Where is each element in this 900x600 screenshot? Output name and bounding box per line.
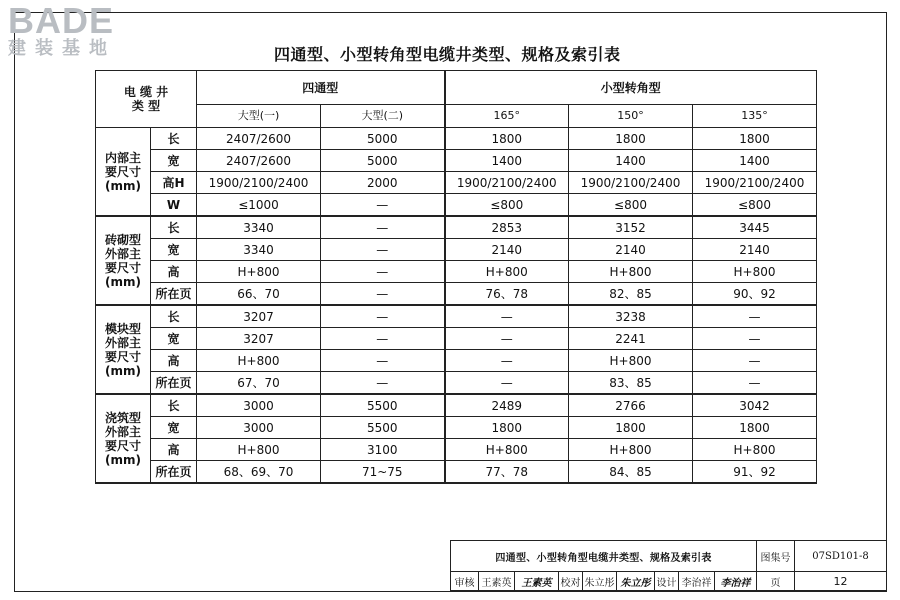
table-cell: H+800 — [445, 439, 569, 461]
table-cell: 1800 — [445, 417, 569, 439]
table-cell: — — [693, 350, 817, 372]
table-cell: — — [321, 372, 445, 395]
table-cell: — — [321, 283, 445, 306]
table-cell: 1800 — [445, 128, 569, 150]
title-block-title: 四通型、小型转角型电缆井类型、规格及索引表 — [451, 541, 757, 572]
table-cell: 5500 — [321, 417, 445, 439]
group-label: 模块型外部主要尺寸(mm) — [96, 305, 151, 394]
atlas-label: 图集号 — [757, 541, 795, 572]
table-cell: — — [445, 328, 569, 350]
review-signature: 王素英 — [515, 572, 559, 591]
row-label: 宽 — [151, 150, 197, 172]
table-cell: 3000 — [197, 417, 321, 439]
table-row — [96, 461, 817, 484]
table-cell: 1900/2100/2400 — [445, 172, 569, 194]
group-header-four-way: 四通型 — [197, 71, 445, 105]
table-row — [96, 350, 817, 372]
table-cell: 91、92 — [693, 461, 817, 484]
table-cell: — — [693, 328, 817, 350]
table-cell: H+800 — [569, 439, 693, 461]
table-row — [96, 150, 817, 172]
design-label: 设计 — [655, 572, 679, 591]
corner-header — [96, 71, 197, 128]
table-row — [96, 394, 817, 417]
page-number: 12 — [795, 572, 887, 591]
logo-word: BADE — [8, 0, 115, 41]
check-label: 校对 — [559, 572, 583, 591]
table-cell: 66、70 — [197, 283, 321, 306]
table-cell: H+800 — [445, 261, 569, 283]
row-label: 长 — [151, 128, 197, 150]
table-cell: 3152 — [569, 216, 693, 239]
table-cell: 1900/2100/2400 — [197, 172, 321, 194]
table-cell: 3207 — [197, 305, 321, 328]
table-row — [96, 194, 817, 217]
table-cell: — — [445, 372, 569, 395]
row-label: 高H — [151, 172, 197, 194]
row-label: 宽 — [151, 417, 197, 439]
table-cell: — — [321, 328, 445, 350]
review-label: 审核 — [451, 572, 479, 591]
table-row — [96, 283, 817, 306]
table-row — [96, 439, 817, 461]
row-label: W — [151, 194, 197, 217]
table-cell: 3445 — [693, 216, 817, 239]
table-row — [96, 261, 817, 283]
table-cell: 2489 — [445, 394, 569, 417]
subcol-header: 150° — [569, 105, 693, 128]
group-header-corner: 小型转角型 — [445, 71, 817, 105]
table-cell: 3000 — [197, 394, 321, 417]
table-cell: ≤800 — [569, 194, 693, 217]
table-cell: 82、85 — [569, 283, 693, 306]
table-row — [96, 372, 817, 395]
table-cell: — — [321, 216, 445, 239]
table-cell: 3207 — [197, 328, 321, 350]
table-row — [96, 417, 817, 439]
table-cell: 2140 — [445, 239, 569, 261]
row-label: 宽 — [151, 328, 197, 350]
subcol-header: 大型(一) — [197, 105, 321, 128]
table-cell: 3042 — [693, 394, 817, 417]
table-cell: — — [321, 350, 445, 372]
table-cell: H+800 — [197, 261, 321, 283]
table-cell: — — [693, 305, 817, 328]
table-cell: 1400 — [569, 150, 693, 172]
table-cell: 5500 — [321, 394, 445, 417]
table-cell: 68、69、70 — [197, 461, 321, 484]
row-label: 所在页 — [151, 461, 197, 484]
table-cell: 1800 — [693, 417, 817, 439]
title-block — [450, 540, 887, 591]
table-cell: H+800 — [569, 261, 693, 283]
row-label: 长 — [151, 216, 197, 239]
row-label: 高 — [151, 261, 197, 283]
table-cell: 1400 — [445, 150, 569, 172]
table-cell: 1900/2100/2400 — [569, 172, 693, 194]
table-cell: 2407/2600 — [197, 128, 321, 150]
table-row — [96, 172, 817, 194]
table-cell: 1400 — [693, 150, 817, 172]
subcol-header: 大型(二) — [321, 105, 445, 128]
watermark-logo — [8, 0, 116, 60]
corner-header-bottom: 类 型 — [131, 99, 161, 113]
table-cell: 1800 — [569, 128, 693, 150]
page-label: 页 — [757, 572, 795, 591]
table-cell: — — [321, 305, 445, 328]
table-cell: 71~75 — [321, 461, 445, 484]
table-cell: — — [321, 194, 445, 217]
atlas-number: 07SD101-8 — [795, 541, 887, 572]
table-row — [96, 328, 817, 350]
table-row — [96, 216, 817, 239]
row-label: 所在页 — [151, 372, 197, 395]
table-row — [96, 128, 817, 150]
design-signature: 李治祥 — [715, 572, 757, 591]
table-cell: 1800 — [569, 417, 693, 439]
table-cell: 2853 — [445, 216, 569, 239]
row-label: 所在页 — [151, 283, 197, 306]
table-cell: ≤800 — [693, 194, 817, 217]
table-cell: — — [445, 350, 569, 372]
row-label: 长 — [151, 305, 197, 328]
row-label: 高 — [151, 350, 197, 372]
table-cell: 2140 — [569, 239, 693, 261]
table-cell: 2000 — [321, 172, 445, 194]
check-name: 朱立彤 — [583, 572, 617, 591]
table-cell: — — [321, 239, 445, 261]
table-cell: 3100 — [321, 439, 445, 461]
row-label: 高 — [151, 439, 197, 461]
table-cell: H+800 — [197, 350, 321, 372]
row-label: 宽 — [151, 239, 197, 261]
table-cell: 77、78 — [445, 461, 569, 484]
table-row — [96, 305, 817, 328]
table-cell: 1800 — [693, 128, 817, 150]
row-label: 长 — [151, 394, 197, 417]
table-cell: 5000 — [321, 150, 445, 172]
table-cell: 76、78 — [445, 283, 569, 306]
document-title: 四通型、小型转角型电缆井类型、规格及索引表 — [274, 45, 621, 64]
table-cell: 5000 — [321, 128, 445, 150]
table-cell: 2407/2600 — [197, 150, 321, 172]
table-cell: 2241 — [569, 328, 693, 350]
table-cell: 67、70 — [197, 372, 321, 395]
table-cell: — — [693, 372, 817, 395]
table-cell: 3340 — [197, 239, 321, 261]
table-cell: ≤800 — [445, 194, 569, 217]
subcol-header: 165° — [445, 105, 569, 128]
table-cell: 90、92 — [693, 283, 817, 306]
table-cell: 84、85 — [569, 461, 693, 484]
table-cell: — — [445, 305, 569, 328]
table-row — [96, 239, 817, 261]
check-signature: 朱立彤 — [617, 572, 655, 591]
group-label: 砖砌型外部主要尺寸(mm) — [96, 216, 151, 305]
review-name: 王素英 — [479, 572, 515, 591]
table-cell: 3238 — [569, 305, 693, 328]
table-cell: ≤1000 — [197, 194, 321, 217]
group-label: 浇筑型外部主要尺寸(mm) — [96, 394, 151, 483]
table-cell: H+800 — [197, 439, 321, 461]
corner-header-top: 电 缆 井 — [123, 85, 169, 99]
table-cell: — — [321, 261, 445, 283]
group-label: 内部主要尺寸(mm) — [96, 128, 151, 217]
table-cell: H+800 — [693, 439, 817, 461]
subcol-header: 135° — [693, 105, 817, 128]
table-cell: 3340 — [197, 216, 321, 239]
logo-subtitle: 建装基地 — [8, 38, 116, 59]
table-cell: H+800 — [693, 261, 817, 283]
table-cell: 83、85 — [569, 372, 693, 395]
design-name: 李治祥 — [679, 572, 715, 591]
table-cell: 1900/2100/2400 — [693, 172, 817, 194]
table-cell: 2140 — [693, 239, 817, 261]
table-cell: 2766 — [569, 394, 693, 417]
spec-table — [95, 70, 817, 484]
table-cell: H+800 — [569, 350, 693, 372]
